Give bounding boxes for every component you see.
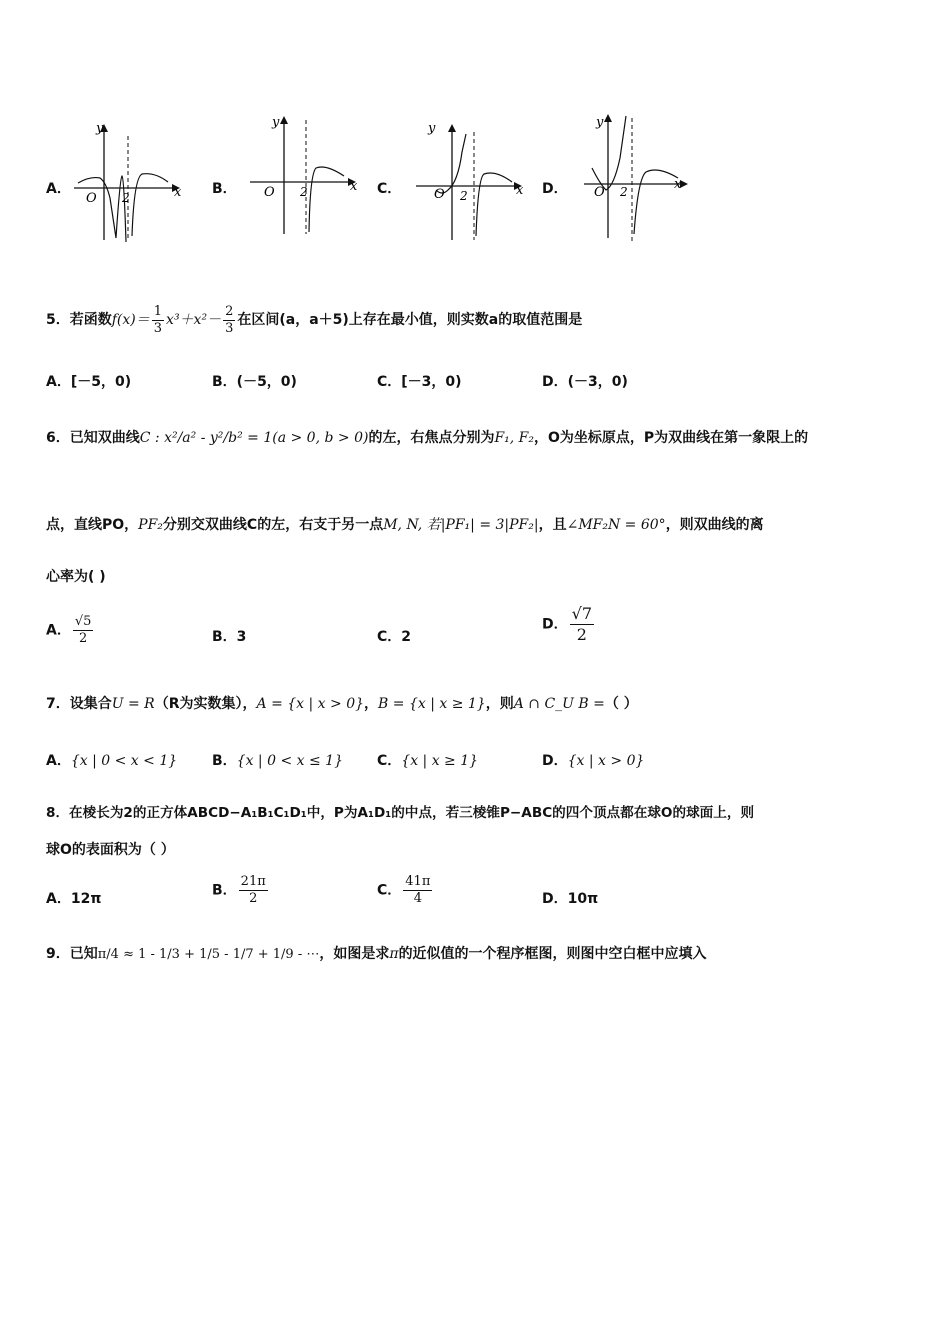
q8-option-c-den: 4: [413, 891, 422, 906]
graph-d-origin: O: [594, 185, 605, 200]
q6-option-a-label: A．: [46, 622, 71, 639]
graph-a: [70, 118, 190, 243]
q7-paren: （ ）: [604, 696, 638, 712]
graph-d: [580, 108, 700, 248]
q6-option-d[interactable]: [542, 604, 596, 645]
graph-option-d-label: D．: [542, 181, 568, 197]
q6-option-a-den: 2: [78, 631, 88, 646]
q8-line-1: 8．在棱长为2的正方体ABCD−A₁B₁C₁D₁中，P为A₁D₁的中点，若三棱锥P−ABC的四个顶点都在球O的球面上，则: [46, 805, 755, 821]
graph-option-b-label: B．: [212, 181, 237, 197]
q6-line2-suffix: ，则双曲线的离: [665, 517, 764, 533]
q5-frac2-den: 3: [225, 320, 234, 336]
q7-option-d[interactable]: [542, 750, 644, 770]
q6-foci: F₁, F₂: [494, 430, 535, 446]
q6-line1-suffix: ，O为坐标原点，P为双曲线在第一象限上的: [534, 430, 809, 446]
q5-option-c[interactable]: C．[－3，0): [377, 374, 462, 390]
question-6-line-1: [46, 428, 920, 448]
q6-option-a[interactable]: [46, 614, 95, 647]
q9-series: π/4 ≈ 1 - 1/3 + 1/5 - 1/7 + 1/9 - ⋯: [97, 947, 320, 962]
q7-note: （R为实数集），: [154, 696, 257, 712]
q7-option-d-set: {x | x > 0}: [567, 753, 645, 769]
q6-option-d-frac: [570, 604, 594, 645]
q8-option-c-num: 41π: [405, 874, 431, 889]
q8-option-b-den: 2: [249, 891, 258, 906]
q7-option-b-set: {x | 0 < x ≤ 1}: [236, 753, 343, 769]
q8-option-c[interactable]: [377, 874, 434, 907]
q6-option-d-label: D．: [542, 616, 568, 633]
q9-pi: π: [389, 946, 399, 962]
q5-poly: x³＋x²－: [166, 312, 222, 328]
q6-line-3: 心率为( ): [46, 569, 106, 585]
q7-set-b: B = {x | x ≥ 1}: [378, 696, 486, 712]
q6-line2-mid: 分别交双曲线C的左，右支于另一点: [162, 517, 384, 533]
q5-prefix: 5．若函数: [46, 312, 112, 328]
graph-c-tick: 2: [460, 189, 468, 203]
q5-fx: f(x)＝: [111, 312, 150, 328]
graph-a-origin: O: [86, 191, 97, 206]
graph-c-x-label: x: [516, 183, 524, 198]
graph-c-origin: O: [434, 187, 445, 202]
q8-option-a[interactable]: A．12π: [46, 891, 102, 907]
q6-line2-prefix: 点，直线PO，: [46, 517, 139, 533]
q6-option-a-num: √5: [74, 614, 92, 629]
graph-c: [412, 118, 532, 243]
q8-option-b[interactable]: [212, 874, 270, 907]
question-6-line-2: [46, 515, 920, 535]
q9-mid: ，如图是求: [319, 946, 390, 962]
question-5: [46, 300, 920, 340]
q8-option-c-label: C．: [377, 882, 402, 899]
q5-option-d[interactable]: D．(－3，0): [542, 374, 628, 390]
q7-prefix: 7．设集合: [46, 696, 112, 712]
q7-option-c[interactable]: [377, 750, 478, 770]
question-9: [46, 944, 920, 965]
q6-pf2: PF₂: [138, 517, 163, 533]
q5-frac2-num: 2: [225, 303, 234, 319]
graph-a-y-label: y: [96, 121, 104, 136]
graph-b-x-label: x: [350, 179, 358, 194]
graph-a-x-label: x: [174, 185, 182, 200]
question-7: [46, 694, 920, 714]
q5-frac1: [152, 304, 164, 337]
q7-set-a: A = {x | x > 0}: [256, 696, 365, 712]
q6-option-c[interactable]: C．2: [377, 629, 412, 645]
q8-option-b-frac: [239, 874, 268, 907]
q7-option-c-label: C．: [377, 753, 402, 769]
q5-suffix: 在区间(a，a＋5)上存在最小值，则实数a的取值范围是: [237, 312, 583, 328]
q7-then: ，则: [485, 696, 514, 712]
graph-c-y-label: y: [428, 121, 436, 136]
q6-option-d-den: 2: [576, 625, 587, 644]
graph-option-a-label: A．: [46, 181, 71, 197]
graph-option-c-label: C．: [377, 181, 402, 197]
q7-expr: A ∩ C_U B =: [513, 696, 605, 712]
q6-line2-mid2: ，且: [538, 517, 567, 533]
q6-prefix: 6．已知双曲线: [46, 430, 140, 446]
q6-option-d-num: √7: [571, 604, 592, 623]
q7-option-b-label: B．: [212, 753, 237, 769]
q8-line-2: 球O的表面积为（ ）: [46, 842, 175, 858]
q6-hyperbola: C : x²/a² - y²/b² = 1(a > 0, b > 0): [139, 430, 369, 446]
q7-option-a-label: A．: [46, 753, 71, 769]
graph-b-tick: 2: [300, 185, 308, 199]
graph-d-x-label: x: [674, 177, 682, 192]
q5-frac1-den: 3: [153, 320, 163, 336]
q7-comma: ，: [364, 696, 379, 712]
graph-b: [246, 112, 366, 237]
q8-option-c-frac: [403, 874, 432, 907]
q7-option-c-set: {x | x ≥ 1}: [401, 753, 479, 769]
q7-option-a[interactable]: [46, 750, 177, 770]
q7-option-a-set: {x | 0 < x < 1}: [70, 753, 178, 769]
q5-option-a[interactable]: A．[－5，0): [46, 374, 132, 390]
q8-option-d[interactable]: D．10π: [542, 891, 599, 907]
q7-u: U = R: [111, 696, 155, 712]
graph-b-y-label: y: [272, 115, 280, 130]
q6-option-a-frac: [73, 614, 94, 647]
q5-frac1-num: 1: [153, 303, 163, 319]
q7-option-b[interactable]: [212, 750, 343, 770]
graph-d-y-label: y: [596, 115, 604, 130]
graph-a-tick: 2: [122, 191, 130, 205]
graph-d-tick: 2: [620, 185, 628, 199]
q6-angle: ∠MF₂N = 60°: [566, 517, 666, 533]
q5-frac2: [223, 304, 235, 337]
q9-prefix: 9．已知: [46, 946, 98, 962]
q6-mid: 的左，右焦点分别为: [368, 430, 495, 446]
graph-b-origin: O: [264, 185, 275, 200]
q8-option-b-label: B．: [212, 882, 237, 899]
q6-option-b[interactable]: B．3: [212, 629, 247, 645]
q9-suffix: 的近似值的一个程序框图，则图中空白框中应填入: [398, 946, 707, 962]
q6-condition: M, N, 若|PF₁| = 3|PF₂|: [383, 517, 539, 533]
q8-option-b-num: 21π: [240, 874, 266, 889]
q5-option-b[interactable]: B．(－5，0): [212, 374, 297, 390]
q7-option-d-label: D．: [542, 753, 568, 769]
